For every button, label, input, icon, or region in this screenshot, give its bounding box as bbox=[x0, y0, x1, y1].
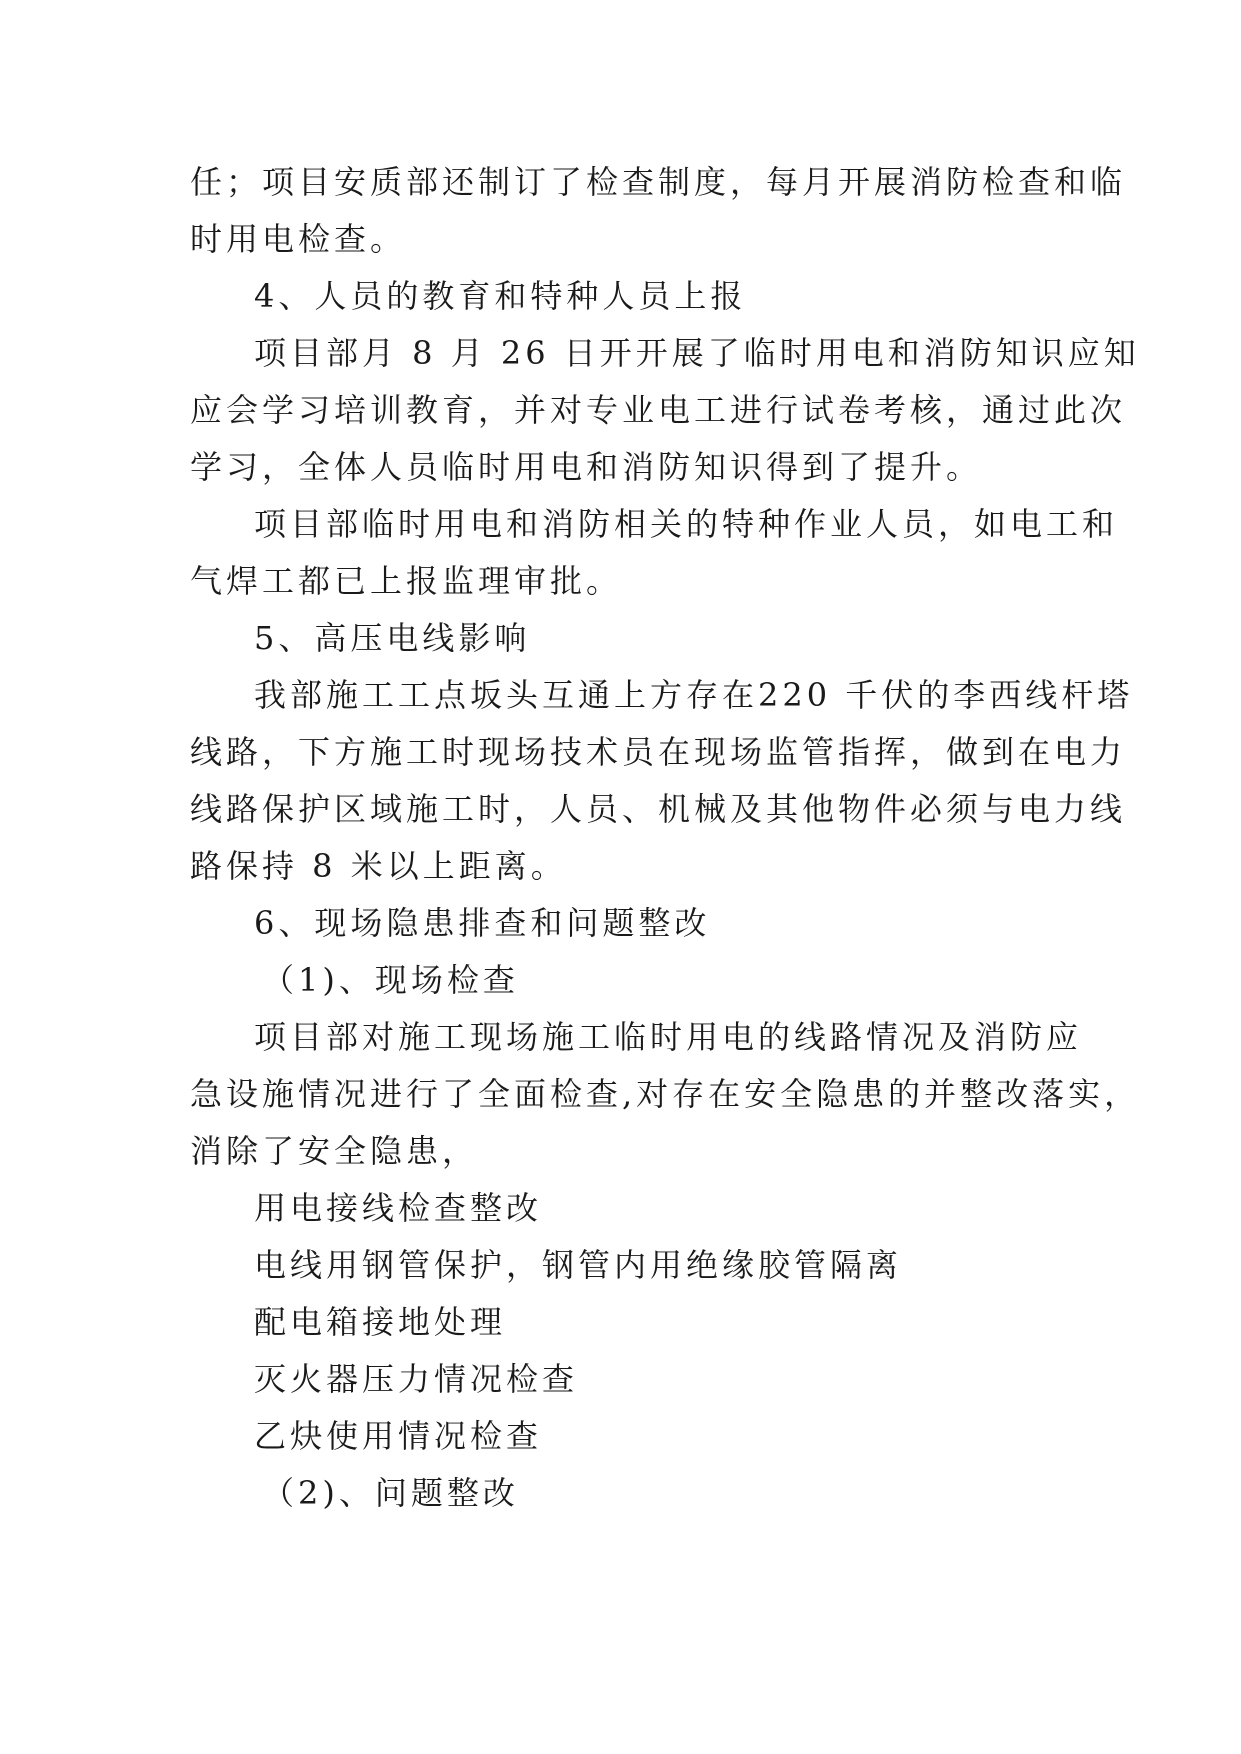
paragraph-line: 急设施情况进行了全面检查,对存在安全隐患的并整改落实， bbox=[190, 1075, 1141, 1113]
list-item: 用电接线检查整改 bbox=[254, 1189, 543, 1227]
paragraph-line: 应会学习培训教育，并对专业电工进行试卷考核，通过此次 bbox=[190, 391, 1127, 429]
paragraph-line: 项目部对施工现场施工临时用电的线路情况及消防应 bbox=[254, 1018, 1083, 1056]
section-heading-4: 4、人员的教育和特种人员上报 bbox=[254, 277, 747, 315]
paragraph-line: 项目部临时用电和消防相关的特种作业人员，如电工和 bbox=[254, 505, 1119, 543]
list-item: 灭火器压力情况检查 bbox=[254, 1360, 579, 1398]
subheading-2: （2)、问题整改 bbox=[262, 1474, 519, 1512]
paragraph-line: 时用电检查。 bbox=[190, 220, 407, 258]
paragraph-line: 气焊工都已上报监理审批。 bbox=[190, 562, 623, 600]
paragraph-line: 任；项目安质部还制订了检查制度，每月开展消防检查和临 bbox=[190, 163, 1127, 201]
section-heading-6: 6、现场隐患排查和问题整改 bbox=[254, 904, 711, 942]
paragraph-line: 线路保护区域施工时，人员、机械及其他物件必须与电力线 bbox=[190, 790, 1127, 828]
paragraph-line: 线路，下方施工时现场技术员在现场监管指挥，做到在电力 bbox=[190, 733, 1127, 771]
list-item: 乙炔使用情况检查 bbox=[254, 1417, 543, 1455]
subheading-1: （1)、现场检查 bbox=[262, 961, 519, 999]
paragraph-line: 学习，全体人员临时用电和消防知识得到了提升。 bbox=[190, 448, 983, 486]
paragraph-line: 消除了安全隐患， bbox=[190, 1132, 479, 1170]
list-item: 配电箱接地处理 bbox=[254, 1303, 507, 1341]
paragraph-line: 我部施工工点坂头互通上方存在220 千伏的李西线杆塔 bbox=[254, 676, 1134, 714]
section-heading-5: 5、高压电线影响 bbox=[254, 619, 531, 657]
paragraph-line: 路保持 8 米以上距离。 bbox=[190, 847, 567, 885]
list-item: 电线用钢管保护，钢管内用绝缘胶管隔离 bbox=[254, 1246, 903, 1284]
paragraph-line: 项目部月 8 月 26 日开开展了临时用电和消防知识应知 bbox=[254, 334, 1140, 372]
